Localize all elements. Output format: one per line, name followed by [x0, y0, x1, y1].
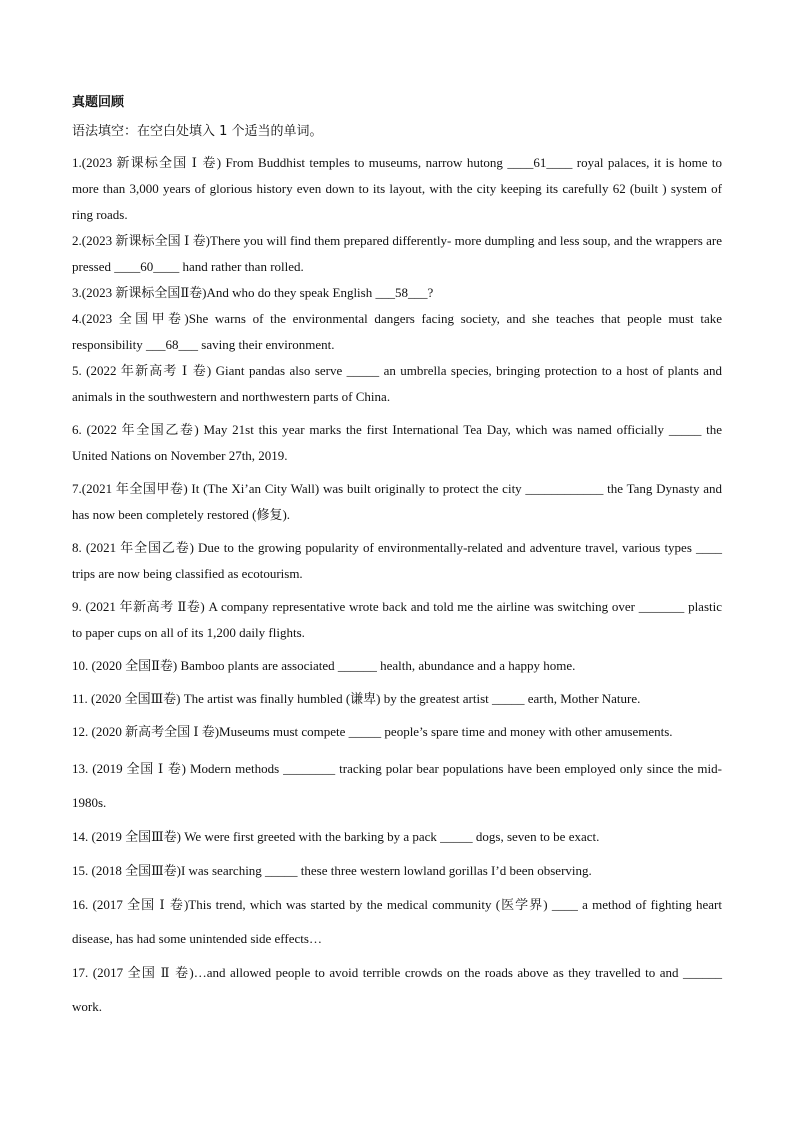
- page-content: [72, 92, 722, 1024]
- question-9: 9. (2021 年新高考 Ⅱ卷) A company representative wrote back and told me the airline was switching over _______ plastic to paper cups on all of its 1,200 daily flights.: [72, 599, 722, 640]
- question-16: 16. (2017 全国 Ⅰ 卷)This trend, which was started by the medical community (医学界) ____ a method of fighting heart disease, has had some unintended side effects…: [72, 897, 722, 946]
- question-11: 11. (2020 全国Ⅲ卷) The artist was finally humbled (谦卑) by the greatest artist _____ earth, Mother Nature.: [72, 691, 641, 706]
- question-14: 14. (2019 全国Ⅲ卷) We were first greeted with the barking by a pack _____ dogs, seven to be exact.: [72, 829, 600, 844]
- question-7: 7.(2021 年全国甲卷) It (The Xi’an City Wall) was built originally to protect the city ____________ the Tang Dynasty and has now been completely restored (修复).: [72, 481, 722, 522]
- question-13: 13. (2019 全国 Ⅰ 卷) Modern methods ________ tracking polar bear populations have been employed only since the mid-1980s.: [72, 761, 722, 810]
- instruction: 语法填空：在空白处填入 1 个适当的单词。: [72, 124, 323, 139]
- question-4: 4.(2023 全国甲卷)She warns of the environmental dangers facing society, and she teaches that people must take responsibility ___68___ saving their environment.: [72, 311, 722, 352]
- section-title: 真题回顾: [72, 95, 125, 110]
- question-10: 10. (2020 全国Ⅱ卷) Bamboo plants are associated ______ health, abundance and a happy home.: [72, 658, 576, 673]
- question-8: 8. (2021 年全国乙卷) Due to the growing popularity of environmentally-related and adventure travel, various types ____ trips are now being classified as ecotourism.: [72, 540, 722, 581]
- question-6: 6. (2022 年全国乙卷) May 21st this year marks the first International Tea Day, which was named officially _____ the United Nations on November 27th, 2019.: [72, 422, 722, 463]
- question-15: 15. (2018 全国Ⅲ卷)I was searching _____ these three western lowland gorillas I’d been observing.: [72, 863, 592, 878]
- question-2: 2.(2023 新课标全国 Ⅰ 卷)There you will find them prepared differently- more dumpling and less soup, and the wrappers are pressed ____60____ hand rather than rolled.: [72, 233, 722, 274]
- question-1: 1.(2023 新课标全国 Ⅰ 卷) From Buddhist temples to museums, narrow hutong ____61____ royal palaces, it is home to more than 3,000 years of glorious history even down to its layout, with the city keeping its carefully 62 (built ) system of ring roads.: [72, 155, 722, 222]
- question-17: 17. (2017 全国 Ⅱ 卷)…and allowed people to avoid terrible crowds on the roads above as they travelled to and ______ work.: [72, 965, 722, 1014]
- question-12: 12. (2020 新高考全国 Ⅰ 卷)Museums must compete _____ people’s spare time and money with other amusements.: [72, 724, 673, 739]
- question-3: 3.(2023 新课标全国Ⅱ卷)And who do they speak English ___58___?: [72, 285, 434, 300]
- question-5: 5. (2022 年新高考 Ⅰ 卷) Giant pandas also serve _____ an umbrella species, bringing protection to a host of plants and animals in the southwestern and northwestern parts of China.: [72, 363, 722, 404]
